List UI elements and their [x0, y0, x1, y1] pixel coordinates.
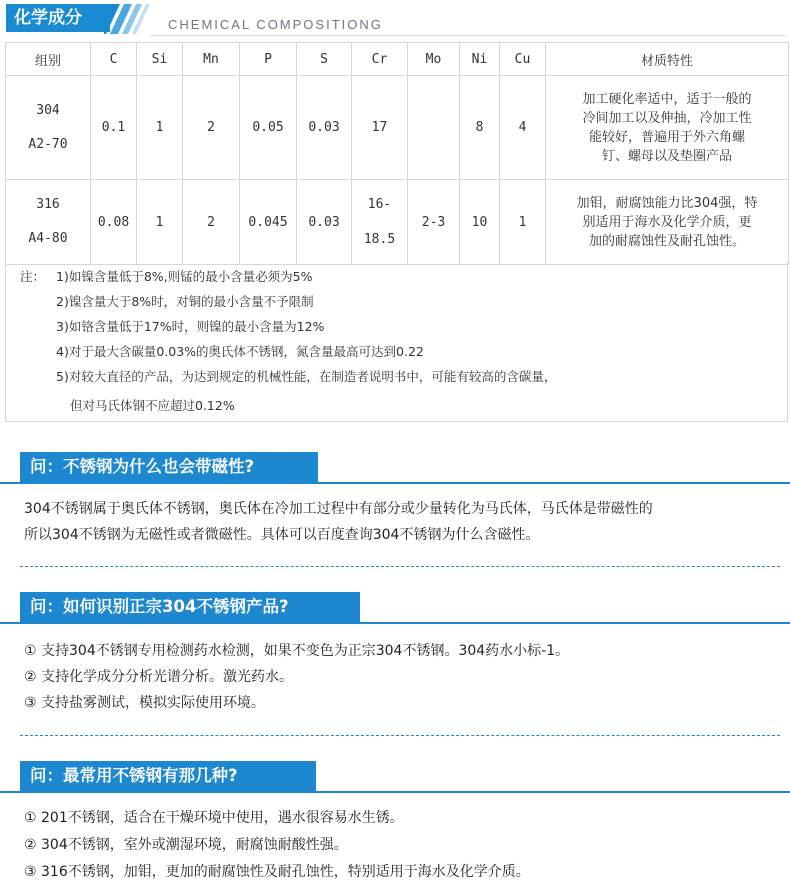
grade-cell — [6, 180, 91, 265]
note-line: 4)对于最大含碳量0.03%的奥氏体不锈钢，氮含量最高可达到0.22 — [56, 344, 424, 359]
grade-name: 316 — [36, 197, 60, 213]
cell-mo: 2-3 — [408, 180, 460, 265]
question-heading: 问：最常用不锈钢有那几种? — [20, 761, 316, 791]
cell-p: 0.05 — [240, 76, 297, 180]
col-header-cu: Cu — [500, 43, 546, 76]
list-item: ② 304不锈钢，室外或潮湿环境，耐腐蚀耐酸性强。 — [24, 837, 348, 853]
col-header-s: S — [297, 43, 352, 76]
notes-prefix: 注： — [20, 269, 46, 284]
property-line: 别适用于海水及化学介质，更 — [582, 214, 752, 230]
cell-c: 0.08 — [91, 180, 137, 265]
note-line: 3)如铬含量低于17%时，则镍的最小含量为12% — [56, 319, 325, 334]
cell-cu: 1 — [500, 180, 546, 265]
grade-class: A4-80 — [28, 231, 68, 246]
section-header — [0, 0, 790, 38]
cr-range-start: 16- — [367, 197, 392, 212]
cell-mo — [408, 76, 460, 180]
table-row — [6, 180, 789, 265]
cell-ni: 8 — [460, 76, 500, 180]
table-row — [6, 76, 789, 180]
question-heading: 问：不锈钢为什么也会带磁性? — [20, 452, 318, 482]
cell-s: 0.03 — [297, 76, 352, 180]
grade-cell — [6, 76, 91, 180]
answer-line: 304不锈钢属于奥氏体不锈钢，奥氏体在冷加工过程中有部分或少量转化为马氏体，马氏体是带磁性的 — [24, 501, 653, 517]
note-line: 1)如镍含量低于8%,则锰的最小含量必须为5% — [56, 269, 313, 284]
question-underline — [0, 482, 790, 484]
cell-p: 0.045 — [240, 180, 297, 265]
header-divider — [150, 35, 786, 36]
cell-s: 0.03 — [297, 180, 352, 265]
question-heading: 问：如何识别正宗304不锈钢产品? — [20, 592, 360, 622]
cell-cr: 17 — [352, 76, 408, 180]
answer-line: 所以304不锈钢为无磁性或者微磁性。具体可以百度查询304不锈钢为什么含磁性。 — [24, 527, 540, 543]
list-item: ① 201不锈钢，适合在干燥环境中使用，遇水很容易水生锈。 — [24, 810, 404, 826]
cell-c: 0.1 — [91, 76, 137, 180]
property-line: 冷间加工以及伸抽，冷加工性 — [582, 110, 752, 126]
grade-name: 304 — [36, 102, 60, 118]
col-header-mo: Mo — [408, 43, 460, 76]
col-header-mn: Mn — [183, 43, 240, 76]
table-header-row — [6, 43, 789, 76]
list-item: ① 支持304不锈钢专用检测药水检测，如果不变色为正宗304不锈钢。304药水小标-1。 — [24, 643, 570, 659]
property-line: 加工硬化率适中，适于一般的 — [582, 91, 752, 107]
section-subtitle: CHEMICAL COMPOSITIONG — [168, 17, 383, 32]
property-line: 加的耐腐蚀性及耐孔蚀性。 — [588, 233, 745, 249]
cell-properties — [546, 180, 789, 265]
cell-ni: 10 — [460, 180, 500, 265]
list-item: ③ 支持盐雾测试，模拟实际使用环境。 — [24, 695, 265, 711]
col-header-cr: Cr — [352, 43, 408, 76]
cell-cr — [352, 180, 408, 265]
composition-table — [5, 42, 789, 265]
col-header-si: Si — [137, 43, 183, 76]
cell-mn: 2 — [183, 180, 240, 265]
table-notes — [5, 262, 788, 422]
cell-properties — [546, 76, 789, 180]
section-divider — [20, 566, 780, 567]
section-title: 化学成分 — [6, 4, 110, 32]
property-line: 能较好，普遍用于外六角螺 — [588, 129, 745, 145]
question-underline — [0, 622, 790, 624]
cr-range-end: 18.5 — [363, 232, 396, 247]
section-divider — [20, 735, 780, 736]
col-header-c: C — [91, 43, 137, 76]
question-underline — [0, 791, 790, 793]
note-line: 2)镍含量大于8%时，对铜的最小含量不予限制 — [56, 294, 314, 309]
col-header-properties: 材质特性 — [546, 43, 789, 76]
stripe-decoration — [104, 2, 164, 36]
note-line: 5)对较大直径的产品，为达到规定的机械性能，在制造者说明书中，可能有较高的含碳量， — [56, 369, 557, 384]
cell-mn: 2 — [183, 76, 240, 180]
property-line: 加钼，耐腐蚀能力比304强，特 — [576, 195, 758, 211]
property-line: 钉、螺母以及垫圈产品 — [601, 148, 732, 164]
cell-cu: 4 — [500, 76, 546, 180]
cell-si: 1 — [137, 180, 183, 265]
col-header-ni: Ni — [460, 43, 500, 76]
list-item: ③ 316不锈钢，加钼，更加的耐腐蚀性及耐孔蚀性，特别适用于海水及化学介质。 — [24, 864, 530, 880]
col-header-grade: 组别 — [6, 43, 91, 76]
cell-si: 1 — [137, 76, 183, 180]
col-header-p: P — [240, 43, 297, 76]
note-line: 但对马氏体钢不应超过0.12% — [70, 398, 235, 413]
grade-class: A2-70 — [28, 136, 68, 152]
list-item: ② 支持化学成分分析光谱分析。激光药水。 — [24, 669, 293, 685]
